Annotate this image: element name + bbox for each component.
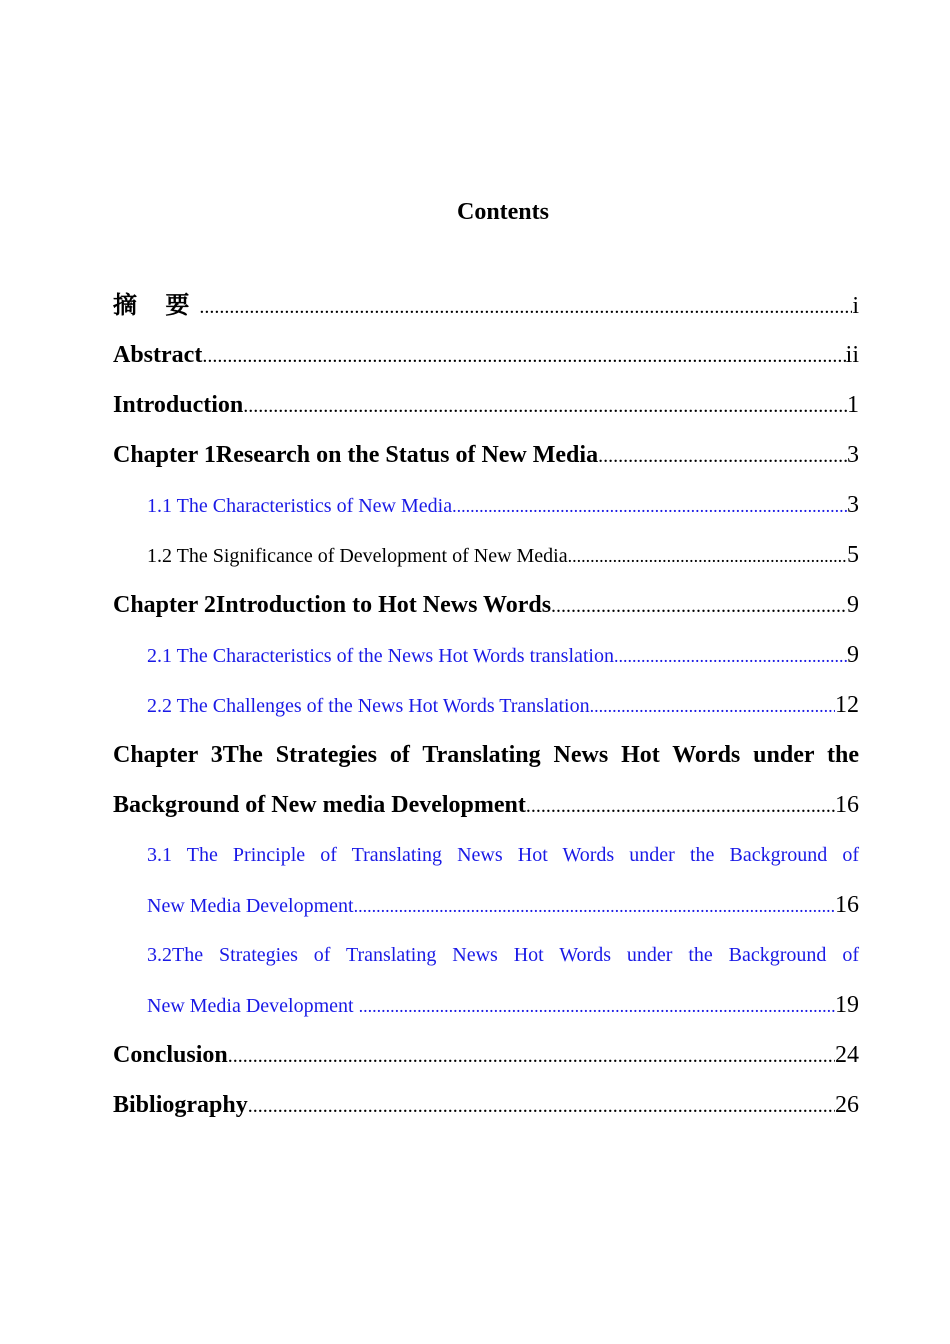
toc-entry-section-1-2[interactable]	[113, 530, 859, 580]
toc-page-number: 9	[847, 592, 859, 618]
toc-entry-section-2-1[interactable]	[113, 630, 859, 680]
toc-page-number: i	[852, 293, 859, 319]
toc-entry-label: 1.1 The Characteristics of New Media	[147, 495, 453, 517]
dot-leader	[248, 1081, 835, 1131]
toc-page-number: 3	[847, 442, 859, 468]
toc-entry-abstract-cn[interactable]	[113, 280, 859, 330]
toc-entry-label: Bibliography	[113, 1092, 248, 1118]
toc-entry-introduction[interactable]	[113, 380, 859, 430]
dot-leader	[228, 1031, 835, 1081]
dot-leader	[199, 282, 852, 332]
toc-entry-label-line-1: 3.1 The Principle of Translating News Hot Words under the Background of	[147, 844, 859, 866]
toc-entry-label-line-2: New Media Development	[147, 895, 354, 917]
dot-leader	[526, 781, 835, 831]
page-title: Contents	[456, 199, 549, 225]
toc-entry-line-2	[113, 880, 859, 930]
dot-leader	[551, 581, 847, 631]
dot-leader	[568, 531, 847, 581]
toc-entry-chapter-3[interactable]	[113, 730, 859, 830]
toc-entry-abstract[interactable]	[113, 330, 859, 380]
toc-entry-conclusion[interactable]	[113, 1030, 859, 1080]
toc-page-number: 1	[847, 392, 859, 418]
toc-entry-label: Abstract	[113, 342, 203, 368]
toc-entry-chapter-1[interactable]	[113, 430, 859, 480]
toc-entry-label-line-1: 3.2The Strategies of Translating News Hot Words under the Background of	[147, 944, 859, 966]
toc-entry-label: 1.2 The Significance of Development of New Media	[147, 545, 568, 567]
toc-entry-label: 摘 要	[113, 291, 200, 319]
toc-page-number: 12	[835, 692, 859, 718]
toc-entry-label: Conclusion	[113, 1042, 228, 1068]
dot-leader	[614, 631, 847, 681]
toc-entry-bibliography[interactable]	[113, 1080, 859, 1130]
toc-entry-label: 2.2 The Challenges of the News Hot Words Translation	[147, 695, 590, 717]
toc-page-number: 16	[835, 792, 859, 818]
toc-entry-line-2	[113, 980, 859, 1030]
dot-leader	[243, 381, 847, 431]
toc-page-number: 19	[835, 992, 859, 1018]
toc-entry-line-2	[113, 780, 859, 830]
toc-entry-section-1-1[interactable]	[113, 480, 859, 530]
toc-page-number: 9	[847, 642, 859, 668]
toc-entry-label-line-1: Chapter 3The Strategies of Translating News Hot Words under the	[113, 742, 859, 768]
toc-page-number: 26	[835, 1092, 859, 1118]
dot-leader	[202, 331, 845, 381]
toc-page-number: 24	[835, 1042, 859, 1068]
dot-leader	[359, 981, 835, 1031]
toc-entry-label: Chapter 1Research on the Status of New Media	[113, 442, 599, 468]
toc-page-number: 5	[847, 542, 859, 568]
dot-leader	[598, 431, 847, 481]
toc-entry-section-3-2[interactable]	[113, 930, 859, 1030]
toc-entry-section-3-1[interactable]	[113, 830, 859, 930]
toc-entry-label: Chapter 2Introduction to Hot News Words	[113, 592, 552, 618]
toc-entry-section-2-2[interactable]	[113, 680, 859, 730]
toc-entry-label-line-2: New Media Development	[147, 995, 359, 1017]
toc-entry-label: 2.1 The Characteristics of the News Hot Words translation	[147, 645, 614, 667]
table-of-contents	[113, 280, 859, 1130]
toc-page-number: ii	[845, 342, 859, 368]
toc-entry-label: Introduction	[113, 392, 244, 418]
dot-leader	[354, 881, 835, 931]
dot-leader	[590, 681, 835, 731]
toc-page-number: 3	[847, 492, 859, 518]
toc-entry-chapter-2[interactable]	[113, 580, 859, 630]
toc-entry-label-line-2: Background of New media Development	[113, 792, 526, 818]
toc-page-number: 16	[835, 892, 859, 918]
dot-leader	[452, 481, 847, 531]
